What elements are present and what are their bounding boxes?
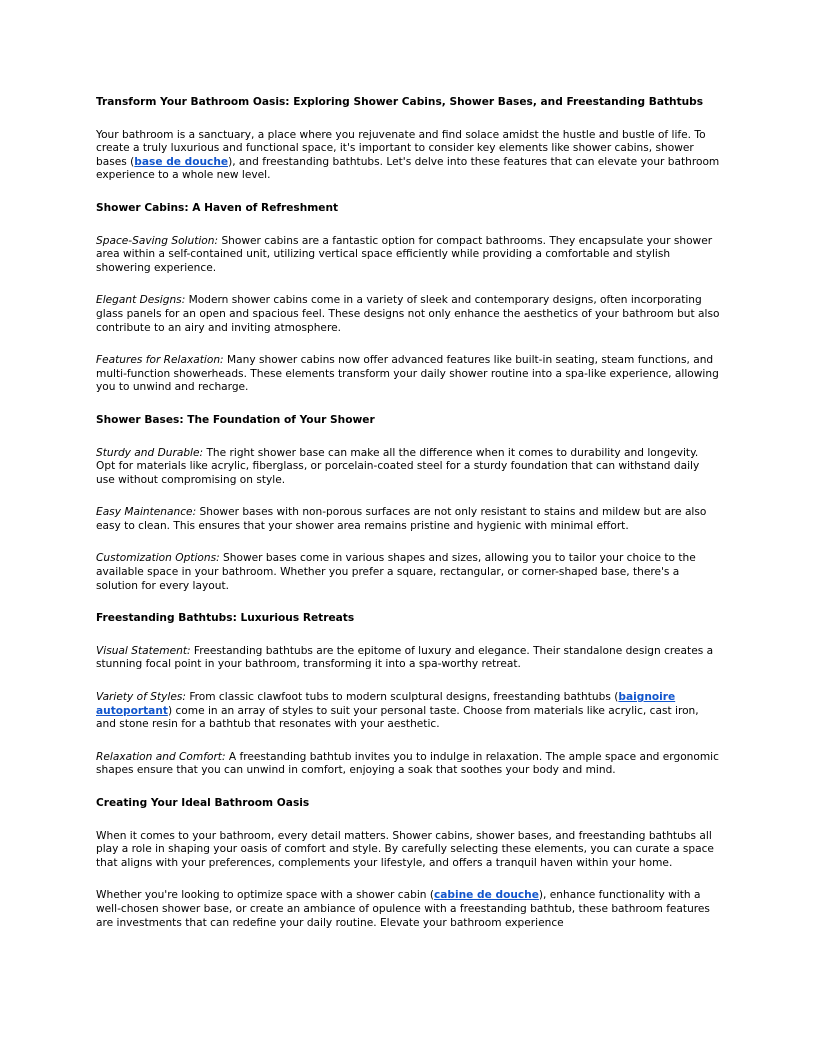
intro-paragraph — [96, 129, 720, 183]
lead-relaxation-comfort: Relaxation and Comfort: — [96, 750, 226, 763]
paragraph-whether — [96, 889, 720, 930]
text-variety-styles-after: ) come in an array of styles to suit your personal taste. Choose from materials like acrylic, cast iron, and stone resin for a bathtub that resonates with your aesthetic. — [96, 704, 699, 731]
section-heading-ideal-oasis: Creating Your Ideal Bathroom Oasis — [96, 797, 310, 809]
baignoire-autoportant-link[interactable]: baignoire autoportant — [96, 691, 676, 717]
text-customization: Shower bases come in various shapes and sizes, allowing you to tailor your choice to the available space in your bathroom. Whether you prefer a square, rectangular, or corner-shaped base, there's a solution for every layout. — [96, 552, 696, 592]
text-visual-statement: Freestanding bathtubs are the epitome of luxury and elegance. Their standalone design creates a stunning focal point in your bathroom, transforming it into a spa-worthy retreat. — [96, 644, 714, 671]
text-easy-maintenance: Shower bases with non-porous surfaces are not only resistant to stains and mildew but are also easy to clean. This ensures that your shower area remains pristine and hygienic with minimal effort. — [96, 506, 707, 532]
base-de-douche-link[interactable]: base de douche — [134, 155, 229, 168]
paragraph-features-relaxation — [96, 354, 720, 395]
lead-customization: Customization Options: — [96, 552, 220, 565]
text-whether-before: Whether you're looking to optimize space with a shower cabin ( — [96, 889, 434, 902]
paragraph-space-saving — [96, 235, 720, 276]
text-relaxation-comfort: A freestanding bathtub invites you to indulge in relaxation. The ample space and ergonomic shapes ensure that you can unwind in comfort, enjoying a soak that soothes your body and mind. — [96, 750, 719, 777]
paragraph-variety-styles — [96, 691, 720, 732]
page-title: Transform Your Bathroom Oasis: Exploring Shower Cabins, Shower Bases, and Freestanding Bathtubs — [96, 96, 704, 108]
lead-elegant-designs: Elegant Designs: — [96, 294, 186, 307]
text-sturdy-durable: The right shower base can make all the difference when it comes to durability and longevity. Opt for materials like acrylic, fiberglass, or porcelain-coated steel for a sturdy foundation that can withstand daily use without compromising on style. — [96, 446, 700, 486]
paragraph-easy-maintenance — [96, 506, 720, 533]
section-heading-freestanding-bathtubs: Freestanding Bathtubs: Luxurious Retreats — [96, 612, 355, 625]
text-space-saving: Shower cabins are a fantastic option for compact bathrooms. They encapsulate your shower area within a self-contained unit, utilizing vertical space efficiently while providing a comfortable and stylish showering experience. — [96, 234, 713, 274]
paragraph-visual-statement — [96, 645, 720, 672]
lead-space-saving: Space-Saving Solution: — [96, 234, 219, 247]
intro-text-after: ), and freestanding bathtubs. Let's delve into these features that can elevate your bathroom experience to a whole new level. — [96, 155, 720, 182]
lead-easy-maintenance: Easy Maintenance: — [96, 506, 197, 519]
lead-features-relaxation: Features for Relaxation: — [96, 354, 224, 367]
intro-text-before: Your bathroom is a sanctuary, a place where you rejuvenate and find solace amidst the hustle and bustle of life. To create a truly luxurious and functional space, it's important to consider key elements like shower cabins, shower bases ( — [96, 128, 706, 168]
paragraph-sturdy-durable — [96, 447, 720, 488]
lead-visual-statement: Visual Statement: — [96, 644, 191, 657]
text-elegant-designs: Modern shower cabins come in a variety of sleek and contemporary designs, often incorporating glass panels for an open and spacious feel. These designs not only enhance the aesthetics of your bathroom but also contribute to an airy and inviting atmosphere. — [96, 294, 720, 334]
section-heading-shower-cabins: Shower Cabins: A Haven of Refreshment — [96, 201, 339, 214]
text-features-relaxation: Many shower cabins now offer advanced features like built-in seating, steam functions, and multi-function showerheads. These elements transform your daily shower routine into a spa-like experience, allowing you to unwind and recharge. — [96, 354, 719, 394]
cabine-de-douche-link[interactable]: cabine de douche — [433, 889, 539, 902]
text-whether-after: ), enhance functionality with a well-chosen shower base, or create an ambiance of opulence with a freestanding bathtub, these bathroom features are investments that can redefine your daily routine. Elevate your bathroom experience — [96, 889, 710, 929]
paragraph-every-detail: When it comes to your bathroom, every detail matters. Shower cabins, shower bases, and freestanding bathtubs all play a role in shaping your oasis of comfort and style. By carefully selecting these elements, you can curate a space that aligns with your preferences, complements your lifestyle, and offers a tranquil haven within your home. — [96, 829, 714, 869]
paragraph-customization — [96, 552, 720, 593]
lead-sturdy-durable: Sturdy and Durable: — [96, 446, 204, 459]
document-page — [96, 96, 720, 949]
text-variety-styles-before: From classic clawfoot tubs to modern sculptural designs, freestanding bathtubs ( — [185, 691, 619, 704]
paragraph-elegant-designs — [96, 294, 720, 335]
section-heading-shower-bases: Shower Bases: The Foundation of Your Shower — [96, 413, 375, 426]
lead-variety-styles: Variety of Styles: — [96, 691, 186, 704]
paragraph-relaxation-comfort — [96, 751, 720, 778]
